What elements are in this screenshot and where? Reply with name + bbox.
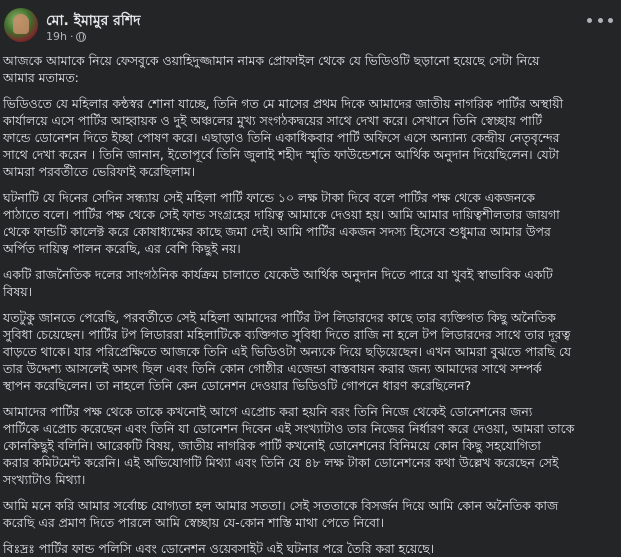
- avatar-face: [13, 14, 29, 34]
- paragraph-line: যতটুকু জানতে পেরেছি, পরবর্তীতে সেই মহিলা আমাদের পার্টির টপ লিডারদের কাছে তার ব্যক্তিগত কিছু অনৈতিক: [3, 310, 556, 325]
- paragraph-line: ফান্ডে ডোনেশন দিতে ইচ্ছা পোষণ করে। এছাড়াও তিনি একাধিকবার পার্টি অফিসে এসে অন্যান্য কেন্দ্রীয় নেতৃবৃন্দের: [3, 130, 560, 145]
- post-paragraph: [3, 309, 615, 394]
- paragraph-gap: [3, 488, 615, 497]
- paragraph-gap: [3, 531, 615, 540]
- paragraph-gap: [3, 300, 615, 309]
- paragraph-line: করার কমিটমেন্ট করেনি। এই অভিযোগটি মিথ্যা এবং তিনি যে ৪৮ লক্ষ টাকা ডোনেশনের কথা উল্লেখ করেছেন সেই: [3, 455, 559, 470]
- paragraph-line: আমাদের পার্টির পক্ষ থেকে তাকে কখনোই আগে এপ্রোচ করা হয়নি বরং তিনি নিজে থেকেই ডোনেশনের জন্য: [3, 404, 533, 419]
- post-header: [0, 0, 621, 52]
- author-name[interactable]: মো. ইমামুর রশিদ: [46, 13, 141, 29]
- paragraph-line: স্থাপন করেছিলেন। তা নাহলে তিনি কেন ডোনেশন দেওয়ার ভিডিওটি গোপনে ধারণ করেছিলেন?: [3, 378, 472, 393]
- more-dot: [587, 18, 592, 23]
- paragraph-line: আমার মতামত:: [3, 70, 79, 85]
- paragraph-line: পার্টিকে এপ্রোচ করেছেন এবং তিনি যা ডোনেশন দিবেন এই সংখ্যাটাও তার নিজের নির্ধারণ করে দেওয়া, আমরা তাকে: [3, 421, 575, 436]
- paragraph-line: কোনকিছুই বলিনি। আরেকটি বিষয়, জাতীয় নাগরিক পার্টি কখনোই ডোনেশনের বিনিময়ে কোন কিছু সহযোগিতা: [3, 438, 541, 453]
- paragraph-line: আজকে আমাকে নিয়ে ফেসবুকে ওয়াহিদুজ্জামান নামক প্রোফাইল থেকে যে ভিডিওটি ছড়ানো হয়েছে সেটা নিয়ে: [3, 53, 540, 68]
- paragraph-line: বিঃদ্রঃ পার্টির ফান্ড পলিসি এবং ডোনেশন ওয়েবসাইট এই ঘটনার পরে তৈরি করা হয়েছে।: [3, 541, 435, 556]
- paragraph-line: আমরা পরবর্তীতে ভেরিফাই করেছিলাম।: [3, 164, 196, 179]
- post-paragraph: [3, 189, 615, 257]
- paragraph-line: একটি রাজনৈতিক দলের সাংগঠনিক কার্যক্রম চালাতে যেকেউ আর্থিক অনুদান দিতে পারে যা খুবই স্বাভাবিক একটি: [3, 267, 553, 282]
- paragraph-line: অর্পিত দায়িত্ব পালন করেছি, এর বেশি কিছুই নয়।: [3, 241, 241, 256]
- globe-icon[interactable]: [76, 32, 86, 42]
- paragraph-gap: [3, 86, 615, 95]
- paragraph-line: থেকে ফান্ডটি কালেক্ট করে কোষাধ্যক্ষের কাছে জমা দেই। আমি পার্টির একজন সদস্য হিসেবে শুধুমাত্র আমার উপর: [3, 224, 551, 239]
- paragraph-line: কার্যালয়ে এসে পার্টির আহ্বায়ক ও দুই অঞ্চলের মুখ্য সংগঠকদ্বয়ের সাথে দেখা করে। সেখানে তিনি স্বেচ্ছায় পার্টি: [3, 113, 543, 128]
- post-paragraph: [3, 52, 615, 86]
- post-meta: [46, 30, 86, 43]
- paragraph-line: পাঠাতে বলে। পার্টির পক্ষ থেকে সেই ফান্ড সংগ্রহের দায়িত্ব আমাকে দেওয়া হয়। আমি আমার দায়িত্বশীলতার জায়গা: [3, 207, 560, 222]
- paragraph-line: ভিডিওতে যে মহিলার কন্ঠস্বর শোনা যাচ্ছে, তিনি গত মে মাসের প্রথম দিকে আমাদের জাতীয় নাগরিক পার্টির অস্থায়ী: [3, 96, 564, 111]
- paragraph-line: করেছি এর প্রমাণ দিতে পারলে আমি স্বেচ্ছায় যে-কোন শাস্তি মাথা পেতে নিবো।: [3, 515, 385, 530]
- paragraph-line: বাড়তে থাকে। যার পরিপ্রেক্ষিতে আজকে তিনি এই ভিডিওটা অন্যকে দিয়ে ছড়িয়েছেন। এখন আমরা বুঝতে পারছি যে: [3, 344, 572, 359]
- paragraph-gap: [3, 257, 615, 266]
- more-dot: [608, 18, 613, 23]
- more-dot: [598, 18, 603, 23]
- paragraph-line: ঘটনাটি যে দিনের সেদিন সন্ধ্যায় সেই মহিলা পার্টি ফান্ডে ১০ লক্ষ টাকা দিবে বলে পার্টির পক্ষ থেকে একজনকে: [3, 190, 535, 205]
- paragraph-line: বিষয়।: [3, 284, 33, 299]
- paragraph-line: সাথে দেখা করেন । তিনি জানান, ইতোপূর্বে তিনি জুলাই শহীদ স্মৃতি ফাউন্ডেশনে আর্থিক অনুদান দিয়েছিলেন। যেটা: [3, 147, 560, 162]
- paragraph-line: সংখ্যাটাও মিথ্যা।: [3, 472, 86, 487]
- post-paragraph: [3, 95, 615, 180]
- paragraph-gap: [3, 394, 615, 403]
- post-paragraph: [3, 266, 615, 300]
- post-time[interactable]: 19h: [46, 30, 67, 43]
- paragraph-line: সুবিধা চেয়েছেন। পার্টির টপ লিডাররা মহিলাটিকে ব্যক্তিগত সুবিধা দিতে রাজি না হলে টপ লিডারদের সাথে তার দূরত্ব: [3, 327, 571, 342]
- paragraph-line: তার উদ্দেশ্য আসলেই অসৎ ছিল এবং তিনি কোন গোষ্ঠীর এজেন্ডা বাস্তবায়ন করার জন্য আমাদের সাথে সম্পর্ক: [3, 361, 542, 376]
- paragraph-gap: [3, 180, 615, 189]
- more-options-icon[interactable]: [587, 10, 613, 30]
- author-avatar[interactable]: [4, 8, 38, 42]
- post-paragraph: [3, 403, 615, 488]
- meta-separator: ·: [69, 30, 74, 43]
- post-body: [3, 52, 615, 557]
- post-paragraph: [3, 497, 615, 531]
- paragraph-line: আমি মনে করি আমার সর্বোচ্চ যোগ্যতা হল আমার সততা। সেই সততাকে বিসর্জন দিয়ে আমি কোন অনৈতিক কাজ: [3, 498, 559, 513]
- post-paragraph: [3, 540, 615, 557]
